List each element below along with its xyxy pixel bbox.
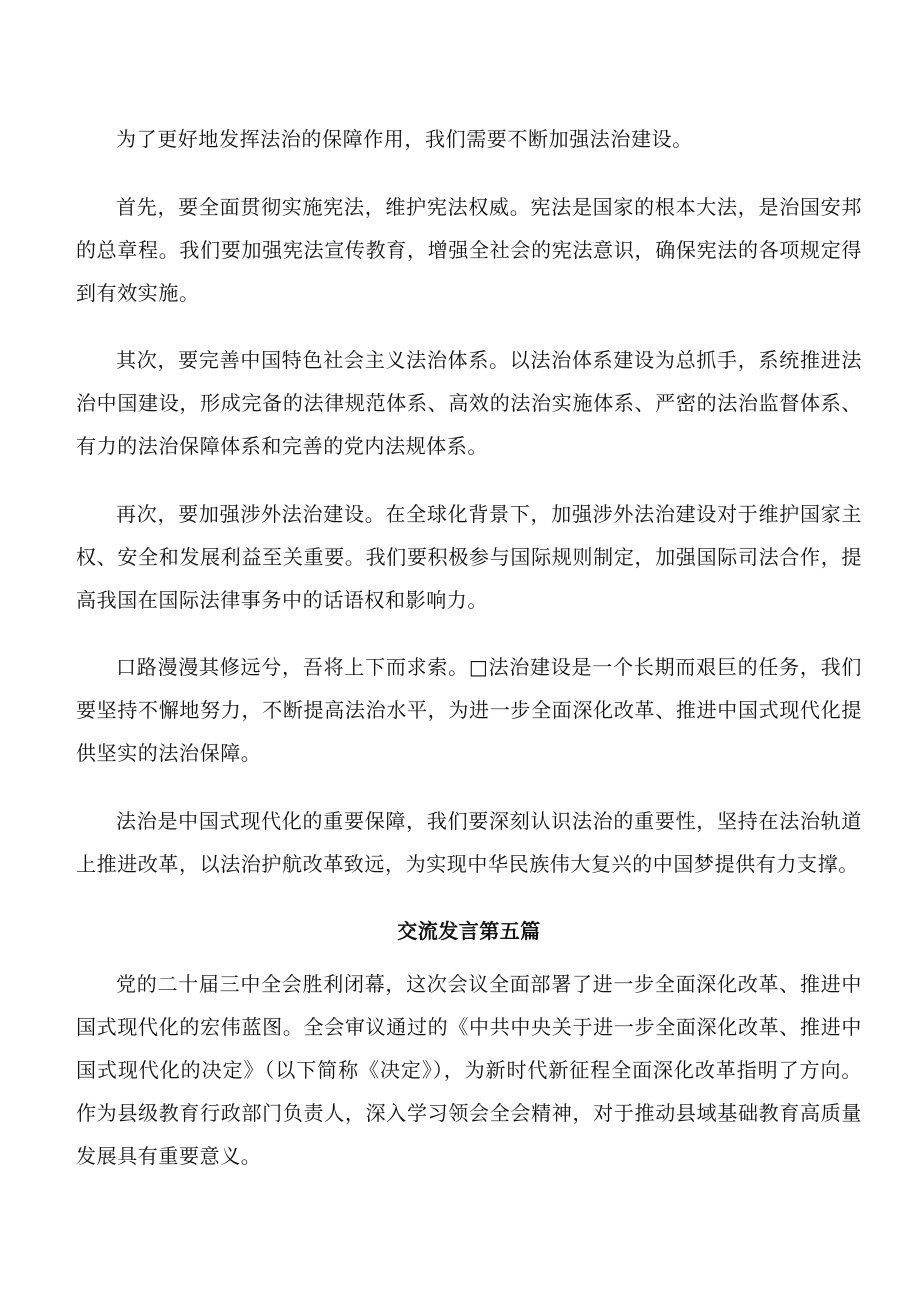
paragraph-long-road: 口路漫漫其修远兮，吾将上下而求索。□法治建设是一个长期而艰巨的任务，我们要坚持不懈地努力，不断提高法治水平，为进一步全面深化改革、推进中国式现代化提供坚实的法治保障。	[76, 655, 862, 765]
section-title: 交流发言第五篇	[397, 919, 541, 943]
paragraph-constitution: 首先，要全面贯彻实施宪法，维护宪法权威。宪法是国家的根本大法，是治国安邦的总章程。我们要加强宪法宣传教育，增强全社会的宪法意识，确保宪法的各项规定得到有效实施。	[76, 194, 862, 305]
document-body	[76, 118, 862, 1203]
paragraph-foreign-affairs-law: 再次，要加强涉外法治建设。在全球化背景下，加强涉外法治建设对于维护国家主权、安全和发展利益至关重要。我们要积极参与国际规则制定，加强国际司法合作，提高我国在国际法律事务中的话语权和影响力。	[76, 501, 862, 612]
paragraph-plenary-session: 党的二十届三中全会胜利闭幕，这次会议全面部署了进一步全面深化改革、推进中国式现代化的宏伟蓝图。全会审议通过的《中共中央关于进一步全面深化改革、推进中国式现代化的决定》（以下简称《决定》），为新时代新征程全面深化改革指明了方向。作为县级教育行政部门负责人，深入学习领会全会精神，对于推动县域基础教育高质量发展具有重要意义。	[76, 972, 862, 1168]
paragraph-legal-system: 其次，要完善中国特色社会主义法治体系。以法治体系建设为总抓手，系统推进法治中国建设，形成完备的法律规范体系、高效的法治实施体系、严密的法治监督体系、有力的法治保障体系和完善的党内法规体系。	[76, 348, 862, 458]
paragraph-rule-of-law-conclusion: 法治是中国式现代化的重要保障，我们要深刻认识法治的重要性，坚持在法治轨道上推进改革，以法治护航改革致远，为实现中华民族伟大复兴的中国梦提供有力支撑。	[76, 808, 862, 876]
paragraph-intro: 为了更好地发挥法治的保障作用，我们需要不断加强法治建设。	[116, 127, 693, 151]
